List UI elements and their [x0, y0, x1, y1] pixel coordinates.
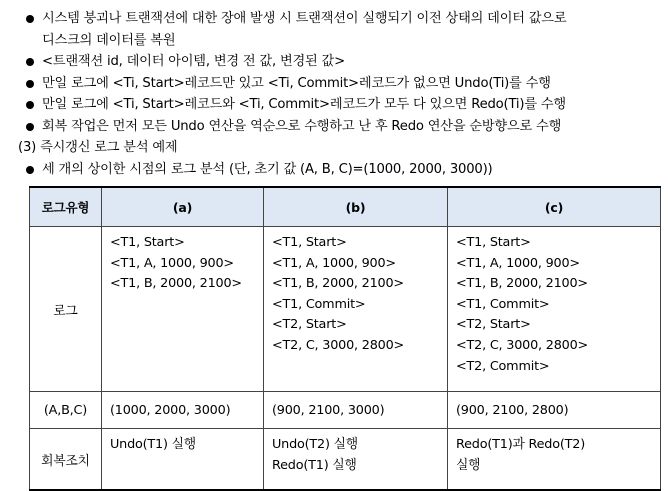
value-cell-a: (1000, 2000, 3000) — [102, 392, 264, 429]
log-entry: <T1, B, 2000, 2100> — [110, 276, 242, 292]
recovery-entry: Redo(T1)과 Redo(T2) — [456, 437, 586, 452]
log-entry: <T2, C, 3000, 2800> — [272, 337, 405, 353]
recovery-entry: Undo(T2) 실행 — [272, 437, 358, 452]
log-analysis-table — [29, 186, 661, 491]
header-case-a: (a) — [102, 187, 264, 227]
header-case-c: (c) — [448, 187, 661, 227]
log-cell-b — [264, 227, 448, 392]
table-header-row — [30, 187, 661, 227]
row-label-log: 로그 — [30, 227, 102, 392]
log-cell-c — [448, 227, 661, 392]
table-row-recovery — [30, 429, 661, 491]
bullet-item: 만일 로그에 <Ti, Start>레코드와 <Ti, Commit>레코드가 모두 다 있으면 Redo(Ti)를 수행 — [20, 94, 662, 116]
log-entry: <T1, Commit> — [456, 296, 550, 312]
section-bullet: 세 개의 상이한 시점의 로그 분석 (단, 초기 값 (A, B, C)=(1000, 2000, 3000)) — [20, 159, 662, 181]
log-entry: <T1, Start> — [272, 235, 347, 250]
bullet-item: 만일 로그에 <Ti, Start>레코드만 있고 <Ti, Commit>레코드가 없으면 Undo(Ti)를 수행 — [20, 73, 662, 95]
log-entry: <T1, Start> — [110, 235, 185, 250]
row-label-recovery: 회복조치 — [30, 429, 102, 491]
value-cell-b: (900, 2100, 3000) — [264, 392, 448, 429]
table-row-logs — [30, 227, 661, 392]
log-entry: <T1, A, 1000, 900> — [110, 255, 234, 271]
bullet-item: 회복 작업은 먼저 모든 Undo 연산을 역순으로 수행하고 난 후 Redo 연산을 순방향으로 수행 — [20, 116, 662, 138]
log-cell-a — [102, 227, 264, 392]
header-case-b: (b) — [264, 187, 448, 227]
log-entry: <T1, A, 1000, 900> — [272, 255, 396, 271]
recovery-cell-b — [264, 429, 448, 491]
bullet-item: 시스템 붕괴나 트랜잭션에 대한 장애 발생 시 트랜잭션이 실행되기 이전 상태의 데이터 값으로 — [20, 8, 662, 30]
section-title: (3) 즉시갱신 로그 분석 예제 — [18, 140, 178, 155]
header-log-type: 로그유형 — [30, 187, 102, 227]
recovery-cell-c — [448, 429, 661, 491]
log-entry: <T1, Start> — [456, 235, 531, 250]
log-entry: <T1, Commit> — [272, 296, 366, 312]
bullet-list — [20, 8, 662, 180]
log-entry: <T2, C, 3000, 2800> — [456, 337, 589, 353]
log-entry: <T2, Commit> — [456, 358, 550, 374]
bullet-continuation: 디스크의 데이터를 복원 — [42, 32, 176, 48]
recovery-entry: Undo(T1) 실행 — [110, 437, 196, 452]
log-entry: <T1, B, 2000, 2100> — [272, 276, 404, 292]
row-label-abc: (A,B,C) — [30, 392, 102, 429]
recovery-entry: Redo(T1) 실행 — [272, 457, 357, 473]
bullet-item: <트랜잭션 id, 데이터 아이템, 변경 전 값, 변경된 값> — [20, 51, 662, 73]
log-entry: <T2, Start> — [272, 317, 347, 333]
value-cell-c: (900, 2100, 2800) — [448, 392, 661, 429]
table-row-values — [30, 392, 661, 429]
log-entry: <T1, B, 2000, 2100> — [456, 276, 588, 292]
log-entry: <T1, A, 1000, 900> — [456, 255, 580, 271]
recovery-cell-a — [102, 429, 264, 491]
log-entry: <T2, Start> — [456, 317, 531, 333]
recovery-entry: 실행 — [456, 457, 481, 473]
